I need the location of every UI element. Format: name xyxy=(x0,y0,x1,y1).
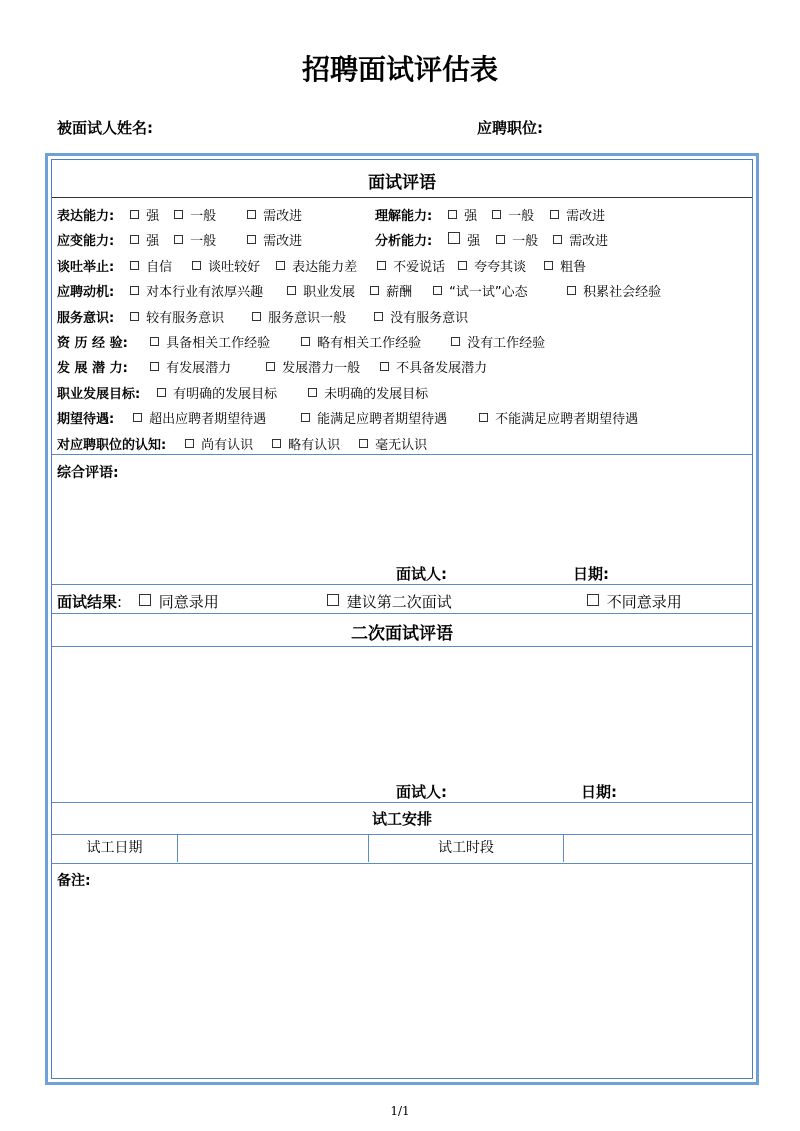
checkbox-icon xyxy=(433,286,442,295)
checkbox-icon xyxy=(157,388,166,397)
eval-option-checkbox[interactable]: 不具备发展潜力 xyxy=(380,357,487,376)
summary-label: 综合评语: xyxy=(57,465,119,481)
eval-row xyxy=(57,383,747,405)
date-label: 日期: xyxy=(573,565,609,583)
eval-criterion-label: 理解能力: xyxy=(375,209,433,224)
eval-option-checkbox[interactable]: 薪酬 xyxy=(370,281,412,300)
eval-option-checkbox[interactable]: 谈吐较好 xyxy=(192,256,260,275)
eval-row xyxy=(57,332,747,354)
checkbox-icon xyxy=(150,337,159,346)
eval-criterion-label: 期望待遇: xyxy=(57,412,115,428)
eval-option-checkbox[interactable]: 超出应聘者期望待遇 xyxy=(133,408,266,427)
eval-option-checkbox[interactable]: 一般 xyxy=(492,205,534,224)
eval-option-checkbox[interactable]: 自信 xyxy=(130,256,172,275)
eval-row xyxy=(57,205,747,227)
eval-criterion-label: 表达能力: xyxy=(57,209,115,224)
eval-option-checkbox[interactable]: 一般 xyxy=(174,230,216,249)
checkbox-icon xyxy=(130,286,139,295)
applied-position-label: 应聘职位: xyxy=(477,119,543,137)
checkbox-icon xyxy=(272,439,281,448)
checkbox-icon xyxy=(308,388,317,397)
checkbox-icon xyxy=(301,413,310,422)
interview-result-row: 面试结果: 同意录用 建议第二次面试 不同意录用 xyxy=(57,593,682,611)
eval-row xyxy=(57,357,747,379)
eval-option-checkbox[interactable]: 没有工作经验 xyxy=(451,332,545,351)
eval-option-checkbox[interactable]: 强 xyxy=(130,230,159,249)
second-interviewer-label: 面试人: xyxy=(396,783,447,801)
result-option-reject[interactable]: 不同意录用 xyxy=(587,591,682,612)
trial-date-input[interactable] xyxy=(178,834,369,862)
checkbox-icon xyxy=(496,235,505,244)
eval-row xyxy=(57,281,747,303)
page-number: 1/1 xyxy=(390,1104,410,1118)
eval-option-checkbox[interactable]: 有明确的发展目标 xyxy=(157,383,277,402)
eval-option-checkbox[interactable]: 一般 xyxy=(496,230,538,249)
checkbox-icon xyxy=(448,210,457,219)
checkbox-icon xyxy=(174,210,183,219)
eval-criterion-label: 谈吐举止: xyxy=(57,259,115,275)
eval-row xyxy=(57,307,747,329)
checkbox-icon xyxy=(150,362,159,371)
divider xyxy=(52,584,752,585)
eval-criterion-label: 对应聘职位的认知: xyxy=(57,437,167,453)
eval-option-checkbox[interactable]: 需改进 xyxy=(247,205,302,224)
eval-option-checkbox[interactable]: 一般 xyxy=(174,205,216,224)
eval-option-checkbox[interactable]: 毫无认识 xyxy=(359,434,427,453)
eval-option-checkbox[interactable]: 略有相关工作经验 xyxy=(301,332,421,351)
eval-option-checkbox[interactable]: 职业发展 xyxy=(287,281,355,300)
checkbox-icon xyxy=(370,286,379,295)
eval-criterion-label: 应变能力: xyxy=(57,234,115,250)
checkbox-icon xyxy=(276,261,285,270)
eval-option-checkbox[interactable]: 表达能力差 xyxy=(276,256,357,275)
result-option-second-interview[interactable]: 建议第二次面试 xyxy=(327,591,452,612)
checkbox-icon xyxy=(130,261,139,270)
divider xyxy=(52,802,752,803)
checkbox-icon xyxy=(287,286,296,295)
checkbox-icon xyxy=(451,337,460,346)
checkbox-icon xyxy=(544,261,553,270)
checkbox-icon xyxy=(174,235,183,244)
divider xyxy=(52,613,752,614)
checkbox-icon xyxy=(247,235,256,244)
eval-criterion-label: 发 展 潜 力: xyxy=(57,361,128,377)
checkbox-icon xyxy=(185,439,194,448)
form-inner-border xyxy=(51,159,753,1079)
eval-option-checkbox[interactable]: 强 xyxy=(448,205,477,224)
notes-label: 备注: xyxy=(57,873,91,889)
checkbox-icon xyxy=(380,362,389,371)
checkbox-icon xyxy=(252,312,261,321)
checkbox-icon xyxy=(374,312,383,321)
checkbox-icon xyxy=(567,286,576,295)
eval-option-checkbox[interactable]: 尚有认识 xyxy=(185,434,253,453)
eval-option-checkbox[interactable]: 对本行业有浓厚兴趣 xyxy=(130,281,263,300)
eval-row xyxy=(57,256,747,278)
eval-option-checkbox[interactable]: 不爱说话 xyxy=(377,256,445,275)
eval-criterion-label: 职业发展目标: xyxy=(57,386,141,402)
checkbox-icon xyxy=(266,362,275,371)
checkbox-icon xyxy=(448,232,460,244)
eval-option-checkbox[interactable]: 略有认识 xyxy=(272,434,340,453)
eval-option-checkbox[interactable]: 具备相关工作经验 xyxy=(150,332,270,351)
trial-period-label: 试工时段 xyxy=(369,834,564,862)
divider xyxy=(52,197,752,198)
page-title: 招聘面试评估表 xyxy=(301,53,498,86)
eval-option-checkbox[interactable]: 强 xyxy=(130,205,159,224)
section-title-second: 二次面试评语 xyxy=(351,624,453,644)
eval-option-checkbox[interactable]: 服务意识一般 xyxy=(252,307,346,326)
checkbox-icon xyxy=(130,312,139,321)
section-title-trial: 试工安排 xyxy=(371,810,432,828)
candidate-name-label: 被面试人姓名: xyxy=(57,119,153,137)
result-label: 面试结果 xyxy=(57,593,118,611)
eval-row xyxy=(57,408,747,430)
eval-option-checkbox[interactable]: 不能满足应聘者期望待遇 xyxy=(479,408,638,427)
checkbox-icon xyxy=(458,261,467,270)
eval-option-checkbox[interactable]: 发展潜力一般 xyxy=(266,357,360,376)
checkbox-icon xyxy=(479,413,488,422)
interviewer-label: 面试人: xyxy=(396,565,447,583)
checkbox-icon xyxy=(130,235,139,244)
checkbox-icon xyxy=(359,439,368,448)
second-date-label: 日期: xyxy=(581,783,617,801)
evaluation-form xyxy=(45,153,759,1085)
result-option-accept[interactable]: 同意录用 xyxy=(139,591,219,612)
checkbox-icon xyxy=(492,210,501,219)
eval-option-checkbox[interactable]: “试一试”心态 xyxy=(433,281,528,300)
checkbox-icon xyxy=(133,413,142,422)
eval-option-checkbox[interactable]: 有发展潜力 xyxy=(150,357,231,376)
eval-criterion-label: 分析能力: xyxy=(375,234,433,250)
eval-criterion-label: 服务意识: xyxy=(57,310,115,326)
eval-criterion-label: 资 历 经 验: xyxy=(57,336,128,351)
eval-option-checkbox[interactable]: 需改进 xyxy=(247,230,302,249)
divider xyxy=(52,863,752,864)
eval-criterion-label: 应聘动机: xyxy=(57,285,115,301)
eval-option-checkbox[interactable]: 夸夸其谈 xyxy=(458,256,526,275)
section-title-eval: 面试评语 xyxy=(368,173,436,193)
trial-table-row xyxy=(52,834,752,862)
checkbox-icon xyxy=(192,261,201,270)
eval-option-checkbox[interactable]: 能满足应聘者期望待遇 xyxy=(301,408,447,427)
eval-option-checkbox[interactable]: 需改进 xyxy=(550,205,605,224)
checkbox-icon xyxy=(553,235,562,244)
eval-option-checkbox[interactable]: 未明确的发展目标 xyxy=(308,383,428,402)
trial-period-input[interactable] xyxy=(564,834,759,862)
eval-option-checkbox[interactable]: 强 xyxy=(448,230,480,249)
divider xyxy=(52,454,752,455)
checkbox-icon xyxy=(301,337,310,346)
checkbox-icon xyxy=(130,210,139,219)
eval-row xyxy=(57,434,747,456)
eval-option-checkbox[interactable]: 没有服务意识 xyxy=(374,307,468,326)
checkbox-icon xyxy=(550,210,559,219)
eval-row xyxy=(57,230,747,252)
checkbox-icon xyxy=(377,261,386,270)
eval-option-checkbox[interactable]: 需改进 xyxy=(553,230,608,249)
divider xyxy=(52,646,752,647)
checkbox-icon xyxy=(247,210,256,219)
eval-option-checkbox[interactable]: 较有服务意识 xyxy=(130,307,224,326)
eval-option-checkbox[interactable]: 积累社会经验 xyxy=(567,281,661,300)
trial-date-label: 试工日期 xyxy=(52,834,178,862)
eval-option-checkbox[interactable]: 粗鲁 xyxy=(544,256,586,275)
